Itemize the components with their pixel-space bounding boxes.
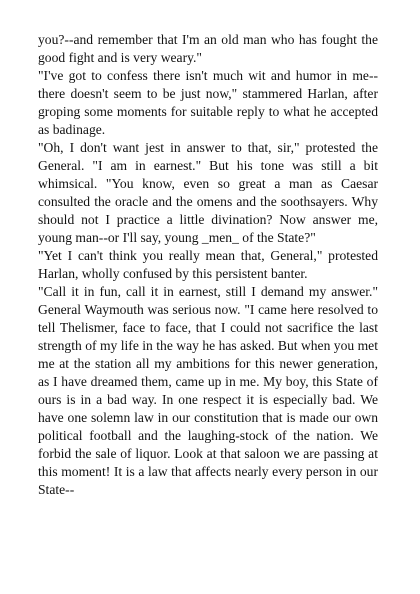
paragraph: "Yet I can't think you really mean that, General," protested Harlan, wholly confused by this persistent banter. xyxy=(38,248,378,281)
paragraph: you?--and remember that I'm an old man who has fought the good fight and is very weary." xyxy=(38,32,378,65)
paragraph: "Call it in fun, call it in earnest, still I demand my answer." General Waymouth was serious now. "I came here resolved to tell Thelismer, face to face, that I could not sacrifice the last strength of my life in the way he has asked. But when you met me at the station all my ambitions for this newer generation, as I have dreamed them, came up in me. My boy, this State of ours is in a bad way. In one respect it is especially bad. We have one solemn law in our constitution that is made our own political football and the laughing-stock of the nation. We forbid the sale of liquor. Look at that saloon we are passing at this moment! It is a law that affects nearly every person in our State-- xyxy=(38,284,378,497)
paragraph: "I've got to confess there isn't much wit and humor in me--there doesn't seem to be just now," stammered Harlan, after groping some moments for suitable reply to what he accepted as badinage. xyxy=(38,68,378,137)
paragraph: "Oh, I don't want jest in answer to that, sir," protested the General. "I am in earnest." But his tone was still a bit whimsical. "You know, even so great a man as Caesar consulted the oracle and the omens and the soothsayers. Why should not I practice a little divination? Now answer me, young man--or I'll say, young _men_ of the State?" xyxy=(38,140,378,245)
body-text xyxy=(38,31,378,499)
